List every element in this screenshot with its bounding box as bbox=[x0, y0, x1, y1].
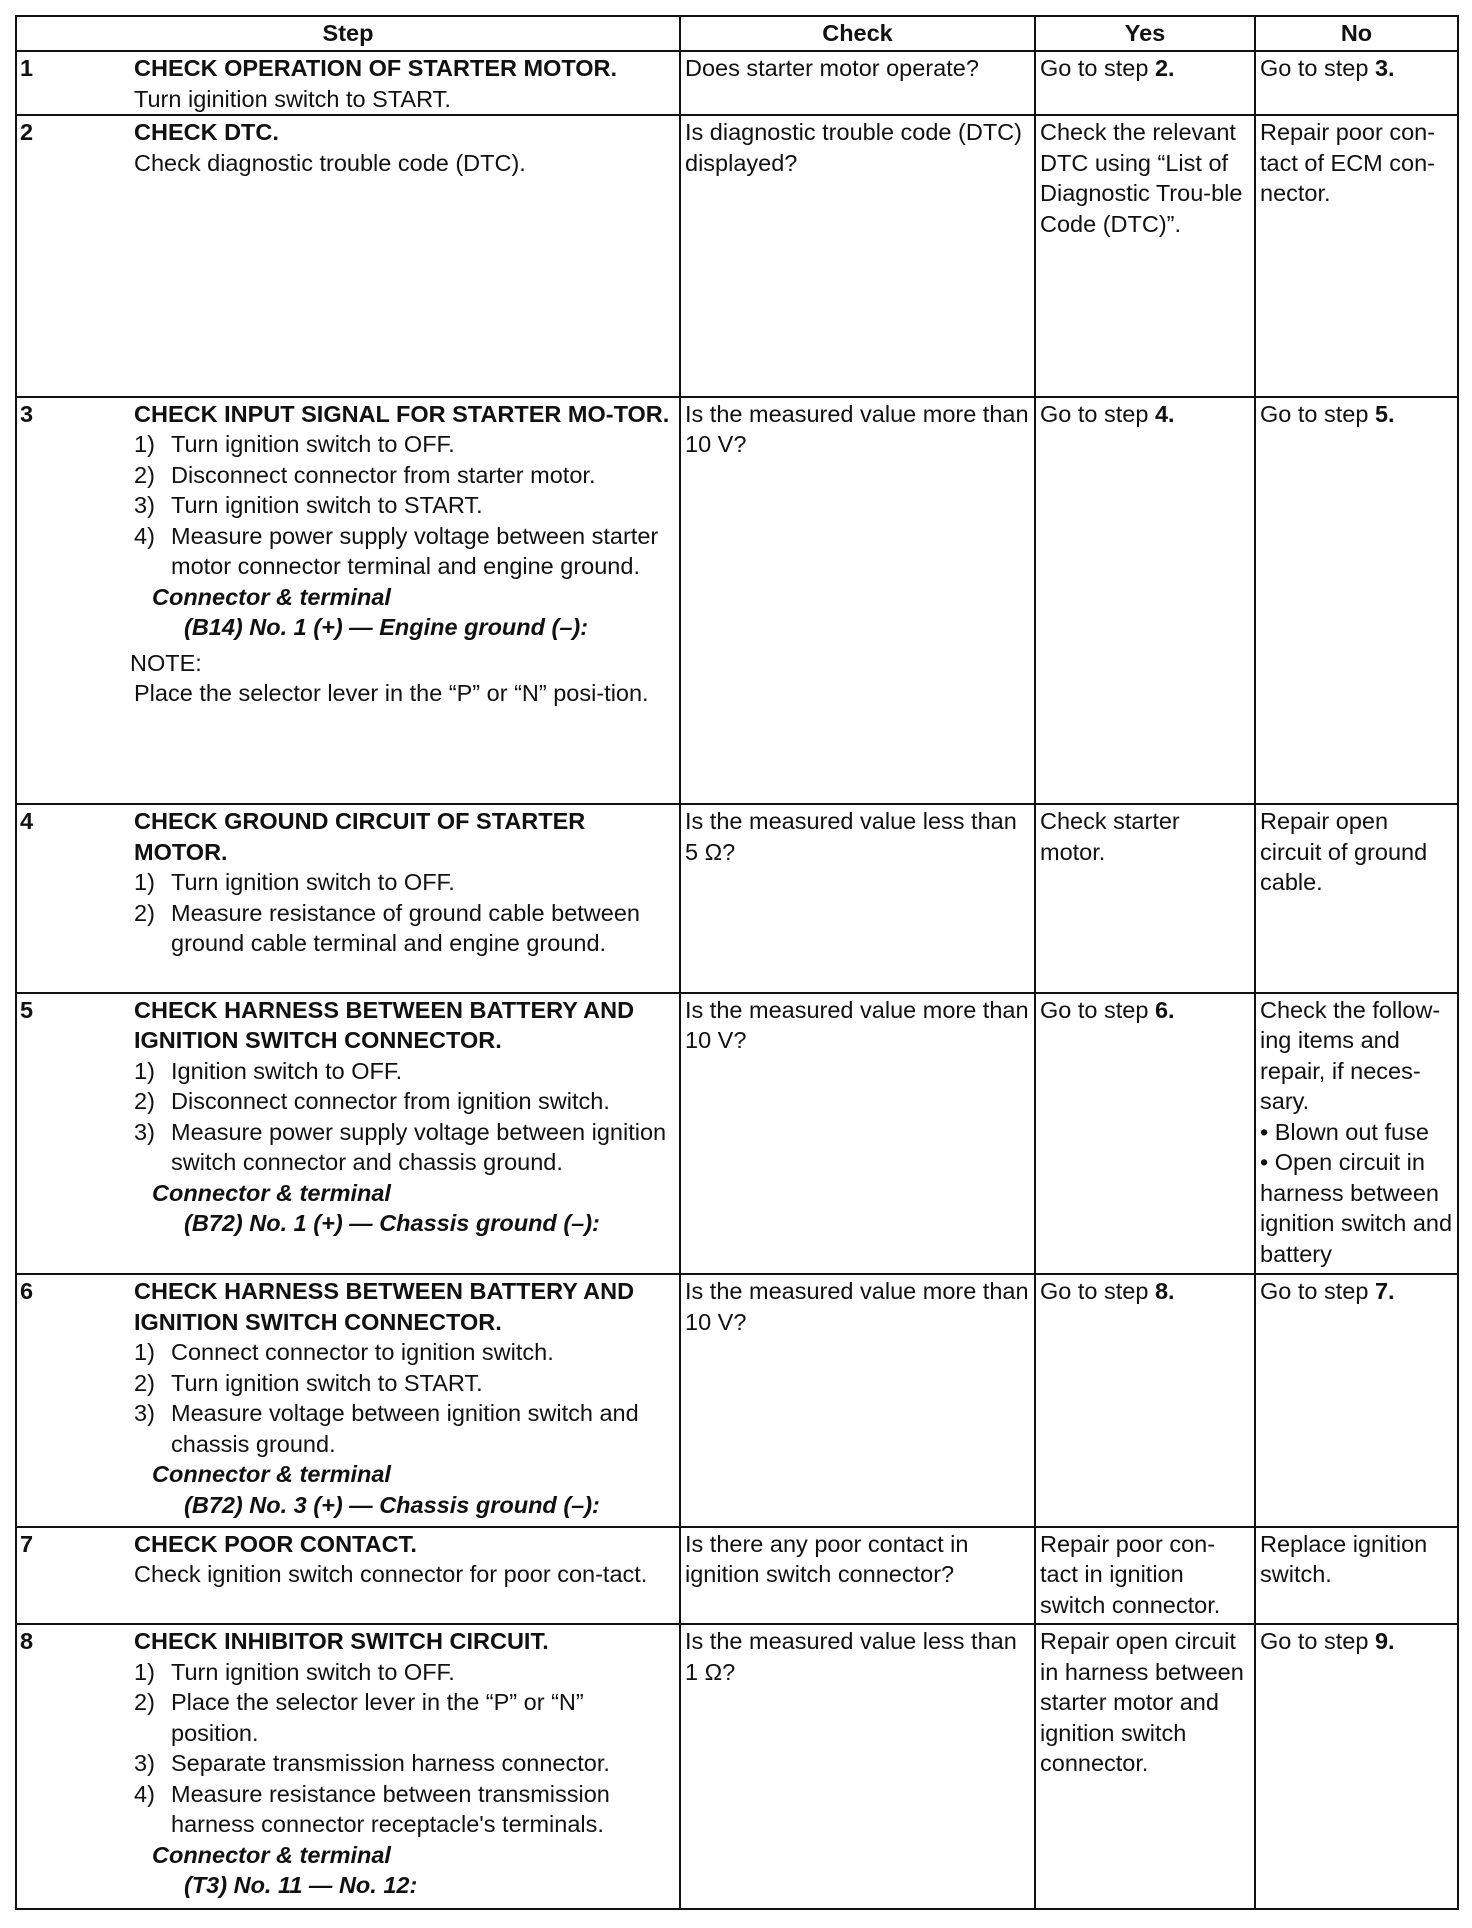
yes-text: Go to step bbox=[1040, 400, 1155, 427]
check-cell: Is the measured value more than 10 V? bbox=[680, 1274, 1035, 1527]
step-number: 5 bbox=[16, 993, 134, 1275]
yes-text: Go to step bbox=[1040, 55, 1155, 81]
list-item-text: Turn ignition switch to START. bbox=[171, 1369, 483, 1396]
no-step-ref: 9. bbox=[1374, 1628, 1395, 1655]
no-step-ref: 5. bbox=[1374, 400, 1395, 427]
step-cell bbox=[134, 115, 680, 397]
no-bullet: • Open circuit in harness between ignition switch and battery bbox=[1260, 1149, 1453, 1267]
list-item-number: 1) bbox=[134, 869, 155, 896]
header-check: Check bbox=[680, 16, 1035, 51]
no-cell bbox=[1255, 1624, 1458, 1909]
table-row bbox=[16, 51, 1458, 115]
no-bullet: • Blown out fuse bbox=[1260, 1118, 1429, 1145]
list-item-text: Turn ignition switch to START. bbox=[171, 492, 483, 519]
step-number: 7 bbox=[16, 1527, 134, 1624]
list-item-number: 3) bbox=[134, 1400, 155, 1427]
list-item-number: 2) bbox=[134, 1689, 155, 1716]
list-item bbox=[134, 490, 675, 521]
step-number: 2 bbox=[16, 115, 134, 397]
step-cell bbox=[134, 804, 680, 993]
list-item-number: 2) bbox=[134, 1088, 155, 1115]
step-list bbox=[134, 1657, 675, 1840]
no-text: Go to step bbox=[1260, 55, 1375, 81]
yes-cell: Repair open circuit in harness between starter motor and ignition switch connector. bbox=[1035, 1624, 1255, 1909]
list-item bbox=[134, 898, 675, 959]
step-title: CHECK POOR CONTACT. bbox=[134, 1530, 417, 1557]
step-title: CHECK DTC. bbox=[134, 119, 279, 146]
check-cell: Is diagnostic trouble code (DTC) displayed? bbox=[680, 115, 1035, 397]
yes-cell: Repair poor con-tact in ignition switch connector. bbox=[1035, 1527, 1255, 1624]
connector-label: Connector & terminal bbox=[152, 1179, 391, 1206]
table-row bbox=[16, 1624, 1458, 1909]
no-text: Go to step bbox=[1260, 400, 1375, 427]
list-item-number: 1) bbox=[134, 431, 155, 458]
list-item-text: Place the selector lever in the “P” or “N” position. bbox=[171, 1689, 584, 1746]
table-row bbox=[16, 397, 1458, 804]
yes-cell: Check the relevant DTC using “List of Diagnostic Trou-ble Code (DTC)”. bbox=[1035, 115, 1255, 397]
list-item-number: 4) bbox=[134, 1780, 155, 1807]
step-description: Check diagnostic trouble code (DTC). bbox=[134, 149, 526, 176]
table-row bbox=[16, 1527, 1458, 1624]
list-item-text: Disconnect connector from starter motor. bbox=[171, 461, 596, 488]
list-item bbox=[134, 429, 675, 460]
list-item-number: 2) bbox=[134, 1369, 155, 1396]
step-title: CHECK INPUT SIGNAL FOR STARTER MO-TOR. bbox=[134, 400, 670, 427]
step-title: CHECK HARNESS BETWEEN BATTERY AND IGNITION SWITCH CONNECTOR. bbox=[134, 1278, 635, 1335]
check-cell: Is the measured value less than 1 Ω? bbox=[680, 1624, 1035, 1909]
connector-label: Connector & terminal bbox=[152, 583, 391, 610]
list-item bbox=[134, 1748, 675, 1779]
list-item-text: Disconnect connector from ignition switch. bbox=[171, 1088, 610, 1115]
step-cell bbox=[130, 397, 680, 804]
table-row bbox=[16, 115, 1458, 397]
header-no: No bbox=[1255, 16, 1458, 51]
list-item-text: Separate transmission harness connector. bbox=[171, 1750, 610, 1777]
list-item bbox=[134, 1086, 675, 1117]
list-item-number: 2) bbox=[134, 461, 155, 488]
connector-terminal-value: (B14) No. 1 (+) — Engine ground (–): bbox=[184, 614, 589, 641]
yes-cell: Check starter motor. bbox=[1035, 804, 1255, 993]
list-item-text: Measure power supply voltage between starter motor connector terminal and engine ground. bbox=[171, 522, 659, 580]
table-row bbox=[16, 1274, 1458, 1527]
list-item bbox=[134, 1687, 675, 1748]
no-cell bbox=[1255, 993, 1458, 1275]
connector-terminal-value: (B72) No. 3 (+) — Chassis ground (–): bbox=[184, 1491, 600, 1518]
step-cell bbox=[134, 1624, 680, 1909]
step-list bbox=[134, 1337, 675, 1459]
list-item-number: 3) bbox=[134, 1750, 155, 1777]
list-item-text: Measure resistance between transmission harness connector receptacle's terminals. bbox=[171, 1780, 610, 1838]
step-cell bbox=[134, 51, 680, 115]
list-item-text: Connect connector to ignition switch. bbox=[171, 1339, 554, 1366]
list-item-text: Ignition switch to OFF. bbox=[171, 1057, 403, 1084]
list-item-text: Measure voltage between ignition switch and chassis ground. bbox=[171, 1400, 639, 1457]
check-cell: Does starter motor operate? bbox=[680, 51, 1035, 115]
list-item-number: 3) bbox=[134, 492, 155, 519]
connector-label: Connector & terminal bbox=[152, 1841, 391, 1868]
step-cell bbox=[134, 1527, 680, 1624]
header-row bbox=[16, 16, 1458, 51]
list-item bbox=[134, 1117, 675, 1178]
diagnostic-procedure-page bbox=[15, 15, 1457, 1910]
yes-text: Go to step bbox=[1040, 1278, 1155, 1305]
step-list bbox=[134, 1056, 675, 1178]
step-number: 3 bbox=[16, 397, 134, 804]
list-item-number: 3) bbox=[134, 1118, 155, 1145]
no-cell: Repair open circuit of ground cable. bbox=[1255, 804, 1458, 993]
step-cell bbox=[134, 1274, 680, 1527]
yes-cell bbox=[1035, 51, 1255, 115]
list-item-text: Turn ignition switch to OFF. bbox=[171, 869, 455, 896]
table-row bbox=[16, 993, 1458, 1275]
no-step-ref: 7. bbox=[1374, 1278, 1395, 1305]
step-title: CHECK OPERATION OF STARTER MOTOR. bbox=[134, 55, 618, 81]
note-text: Place the selector lever in the “P” or “N” posi-tion. bbox=[134, 680, 649, 707]
yes-cell bbox=[1035, 1274, 1255, 1527]
step-title: CHECK INHIBITOR SWITCH CIRCUIT. bbox=[134, 1628, 549, 1655]
yes-cell bbox=[1035, 993, 1255, 1275]
list-item-number: 1) bbox=[134, 1057, 155, 1084]
check-cell: Is the measured value more than 10 V? bbox=[680, 993, 1035, 1275]
yes-step-ref: 4. bbox=[1154, 400, 1175, 427]
no-text: Go to step bbox=[1260, 1278, 1375, 1305]
yes-step-ref: 6. bbox=[1154, 996, 1175, 1023]
connector-terminal-value: (T3) No. 11 — No. 12: bbox=[184, 1872, 418, 1899]
list-item-number: 1) bbox=[134, 1658, 155, 1685]
list-item-text: Turn ignition switch to OFF. bbox=[171, 431, 455, 458]
step-list bbox=[134, 429, 675, 582]
note-label: NOTE: bbox=[130, 649, 202, 676]
list-item-text: Measure resistance of ground cable between ground cable terminal and engine ground. bbox=[171, 899, 640, 957]
no-step-ref: 3. bbox=[1374, 55, 1395, 81]
step-description: Turn iginition switch to START. bbox=[134, 85, 451, 112]
list-item bbox=[134, 1657, 675, 1688]
list-item-number: 1) bbox=[134, 1339, 155, 1366]
connector-terminal-value: (B72) No. 1 (+) — Chassis ground (–): bbox=[184, 1210, 600, 1237]
yes-step-ref: 8. bbox=[1154, 1278, 1175, 1305]
list-item bbox=[134, 1056, 675, 1087]
list-item-text: Measure power supply voltage between ignition switch connector and chassis ground. bbox=[171, 1118, 667, 1176]
list-item-number: 2) bbox=[134, 899, 155, 926]
step-description: Check ignition switch connector for poor con-tact. bbox=[134, 1561, 648, 1588]
step-number: 6 bbox=[16, 1274, 134, 1527]
step-number: 4 bbox=[16, 804, 134, 993]
list-item bbox=[134, 867, 675, 898]
step-list bbox=[134, 867, 675, 959]
no-cell bbox=[1255, 1274, 1458, 1527]
list-item-number: 4) bbox=[134, 522, 155, 549]
yes-cell bbox=[1035, 397, 1255, 804]
no-intro: Check the follow-ing items and repair, if neces-sary. bbox=[1260, 996, 1441, 1115]
no-text: Go to step bbox=[1260, 1628, 1375, 1655]
step-title: CHECK GROUND CIRCUIT OF STARTER MOTOR. bbox=[134, 808, 586, 865]
table-row bbox=[16, 804, 1458, 993]
check-cell: Is the measured value more than 10 V? bbox=[680, 397, 1035, 804]
header-yes: Yes bbox=[1035, 16, 1255, 51]
list-item bbox=[134, 1779, 675, 1840]
list-item-text: Turn ignition switch to OFF. bbox=[171, 1658, 455, 1685]
list-item bbox=[134, 1337, 675, 1368]
list-item bbox=[134, 460, 675, 491]
list-item bbox=[134, 1368, 675, 1399]
list-item bbox=[134, 521, 675, 582]
no-cell: Repair poor con-tact of ECM con-nector. bbox=[1255, 115, 1458, 397]
step-number: 1 bbox=[16, 51, 134, 115]
step-cell bbox=[134, 993, 680, 1275]
yes-step-ref: 2. bbox=[1154, 55, 1175, 81]
no-cell: Replace ignition switch. bbox=[1255, 1527, 1458, 1624]
check-cell: Is the measured value less than 5 Ω? bbox=[680, 804, 1035, 993]
yes-text: Go to step bbox=[1040, 996, 1155, 1023]
check-cell: Is there any poor contact in ignition switch connector? bbox=[680, 1527, 1035, 1624]
no-cell bbox=[1255, 397, 1458, 804]
header-step: Step bbox=[16, 16, 680, 51]
step-title: CHECK HARNESS BETWEEN BATTERY AND IGNITION SWITCH CONNECTOR. bbox=[134, 996, 635, 1054]
diagnostic-table bbox=[15, 15, 1459, 1910]
no-cell bbox=[1255, 51, 1458, 115]
step-number: 8 bbox=[16, 1624, 134, 1909]
connector-label: Connector & terminal bbox=[152, 1461, 391, 1488]
list-item bbox=[134, 1398, 675, 1459]
